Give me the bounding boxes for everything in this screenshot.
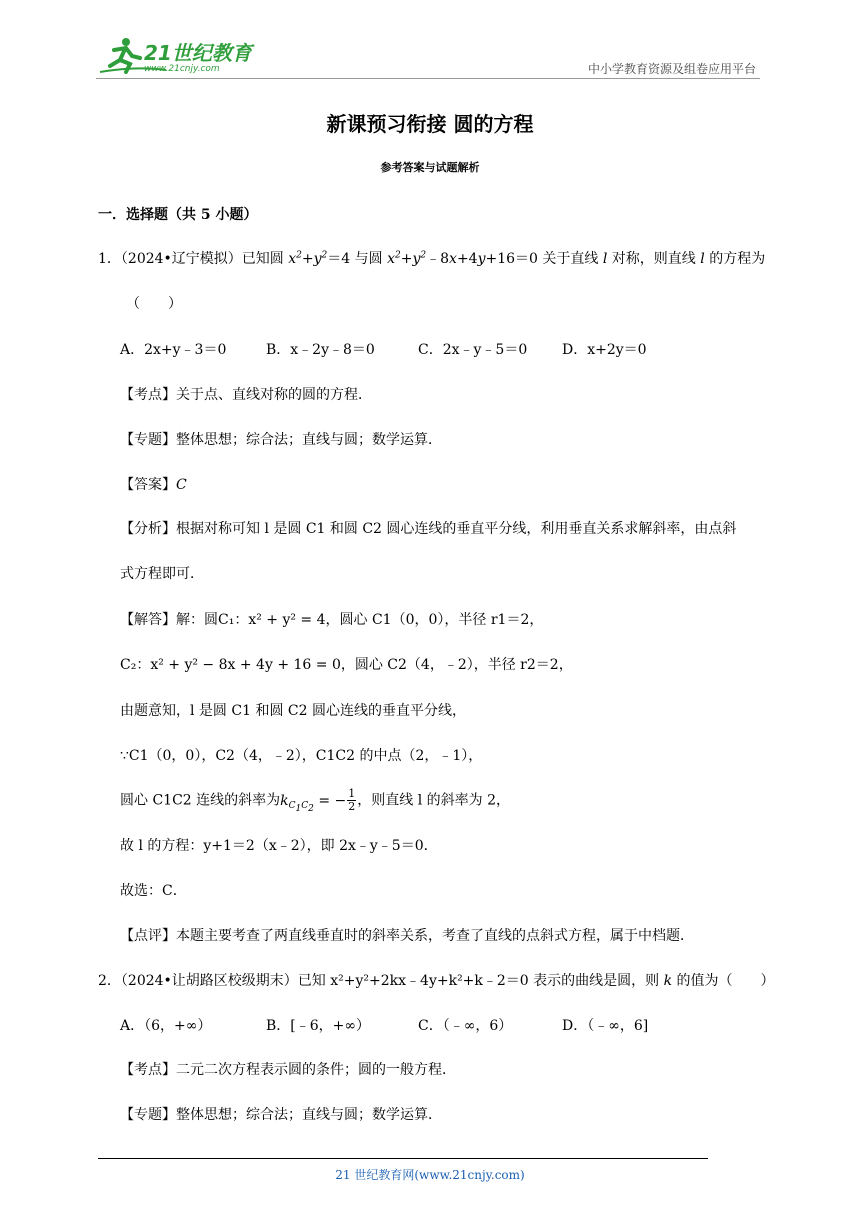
jieda-line: ，则直线 l 的斜率为 2，: [357, 792, 510, 809]
q1-option-a: A．2x+y﹣3＝0: [120, 342, 227, 358]
dianping-label: 【点评】: [120, 928, 176, 944]
q2-source: （2024•让胡路区校级期末）: [120, 973, 298, 989]
q1-stem-text: 与圆: [350, 251, 388, 267]
answer-value: C: [176, 477, 187, 493]
slope-formula: $k_{C_1C_2}$ = −: [280, 792, 347, 815]
fenxi-label: 【分析】: [120, 521, 176, 537]
fraction-one-half: $\frac{1}{2}$: [348, 787, 356, 813]
q1-eq2: $x^2+y^2$: [387, 250, 427, 267]
q2-option-b: B．[﹣6，+∞）: [266, 1018, 371, 1034]
q2-zhuanti: [120, 1104, 442, 1124]
q1-dianping: [120, 925, 694, 945]
q1-kaodian: [120, 384, 372, 404]
q1-jieda-line2: C₂：x² + y² − 8x + 4y + 16 = 0，圆心 C2（4，﹣2），半径 r2＝2，: [120, 657, 573, 673]
q1-jieda-line7: 故选：C．: [120, 883, 187, 899]
q2-option-a: A．（6，+∞）: [120, 1018, 212, 1034]
jieda-label: 【解答】: [120, 612, 176, 628]
q1-number: 1．: [98, 251, 121, 267]
q1-source: （2024•辽宁模拟）: [120, 251, 242, 267]
q1-stem-text: 的方程为: [704, 251, 766, 267]
page-subtitle: 参考答案与试题解析: [380, 161, 480, 174]
site-logo: [96, 36, 266, 76]
jieda-line: 圆心 C1C2 连线的斜率为: [120, 792, 281, 809]
jieda-line: 解：圆C₁：x² + y² = 4，圆心 C1（0，0），半径 r1＝2，: [176, 612, 544, 628]
q1-blank: （ ）: [126, 296, 182, 312]
q1-option-c: C．2x﹣y﹣5＝0: [418, 342, 528, 358]
q1-jieda-line5: [120, 788, 510, 813]
kaodian-label: 【考点】: [120, 1062, 176, 1078]
platform-name: 中小学教育资源及组卷应用平台: [587, 62, 756, 76]
q1-fenxi-cont: 式方程即可．: [120, 566, 204, 582]
q2-number: 2．: [98, 973, 121, 989]
kaodian-text: 二元二次方程表示圆的条件；圆的一般方程．: [176, 1062, 456, 1078]
page-header: [96, 36, 760, 80]
answer-label: 【答案】: [120, 477, 176, 493]
q1-answer: [120, 474, 187, 494]
zhuanti-text: 整体思想；综合法；直线与圆；数学运算．: [176, 1107, 442, 1123]
q2-stem-text: 已知 x²+y²+2kx﹣4y+k²+k﹣2＝0 表示的曲线是圆，则: [297, 973, 664, 989]
q1-jieda: [120, 609, 543, 629]
q1-option-d: D．x+2y＝0: [562, 342, 647, 358]
zhuanti-label: 【专题】: [120, 1107, 176, 1123]
q1-eq1: $x^2+y^2$: [288, 250, 328, 267]
kaodian-label: 【考点】: [120, 387, 176, 403]
kaodian-text: 关于点、直线对称的圆的方程．: [176, 387, 372, 403]
q2-kaodian: [120, 1059, 456, 1079]
logo-text: 21世纪教育: [144, 41, 252, 65]
footer-link[interactable]: 21 世纪教育网(www.21cnjy.com): [335, 1168, 525, 1182]
section-heading: 一．选择题（共 5 小题）: [98, 207, 258, 223]
q1-jieda-line6: 故 l 的方程：y+1＝2（x﹣2），即 2x﹣y﹣5＝0．: [120, 838, 438, 854]
q1-stem-text: 对称，则直线: [607, 251, 701, 267]
runner-logo-icon: [96, 36, 266, 76]
q2-stem-text: 的值为（ ）: [672, 973, 775, 989]
q2-stem: 2．（2024•让胡路区校级期末）已知 x²+y²+2kx﹣4y+k²+k﹣2＝0 表示的曲线是圆，则 k 的值为（ ）: [98, 973, 775, 989]
fenxi-text: 根据对称可知 l 是圆 C1 和圆 C2 圆心连线的垂直平分线，利用垂直关系求解斜率，由点斜: [176, 521, 737, 537]
q1-jieda-line4: ∵C1（0，0），C2（4，﹣2），C1C2 的中点（2，﹣1），: [120, 748, 483, 764]
q1-stem-text: 已知圆: [241, 251, 289, 267]
header-divider: [96, 78, 760, 79]
logo-url: www.21cnjy.com: [144, 64, 220, 74]
footer-divider: [98, 1158, 708, 1159]
q2-option-d: D．（﹣∞，6]: [562, 1018, 649, 1034]
dianping-text: 本题主要考查了两直线垂直时的斜率关系，考查了直线的点斜式方程，属于中档题．: [176, 928, 694, 944]
q1-option-b: B．x﹣2y﹣8＝0: [266, 342, 375, 358]
zhuanti-text: 整体思想；综合法；直线与圆；数学运算．: [176, 432, 442, 448]
zhuanti-label: 【专题】: [120, 432, 176, 448]
page-title: 新课预习衔接 圆的方程: [326, 112, 534, 136]
q1-jieda-line3: 由题意知，l 是圆 C1 和圆 C2 圆心连线的垂直平分线，: [120, 703, 466, 719]
q1-fenxi: [120, 518, 736, 538]
q1-stem-text: 关于直线: [537, 251, 603, 267]
q1-stem: 1．（2024•辽宁模拟）已知圆 $x^2+y^2=4$ 与圆 $x^2+y^2﹣8x+4y+16=0$ 关于直线 l 对称，则直线 l 的方程为: [98, 250, 766, 267]
q1-zhuanti: [120, 429, 442, 449]
q2-option-c: C．（﹣∞，6）: [418, 1018, 513, 1034]
